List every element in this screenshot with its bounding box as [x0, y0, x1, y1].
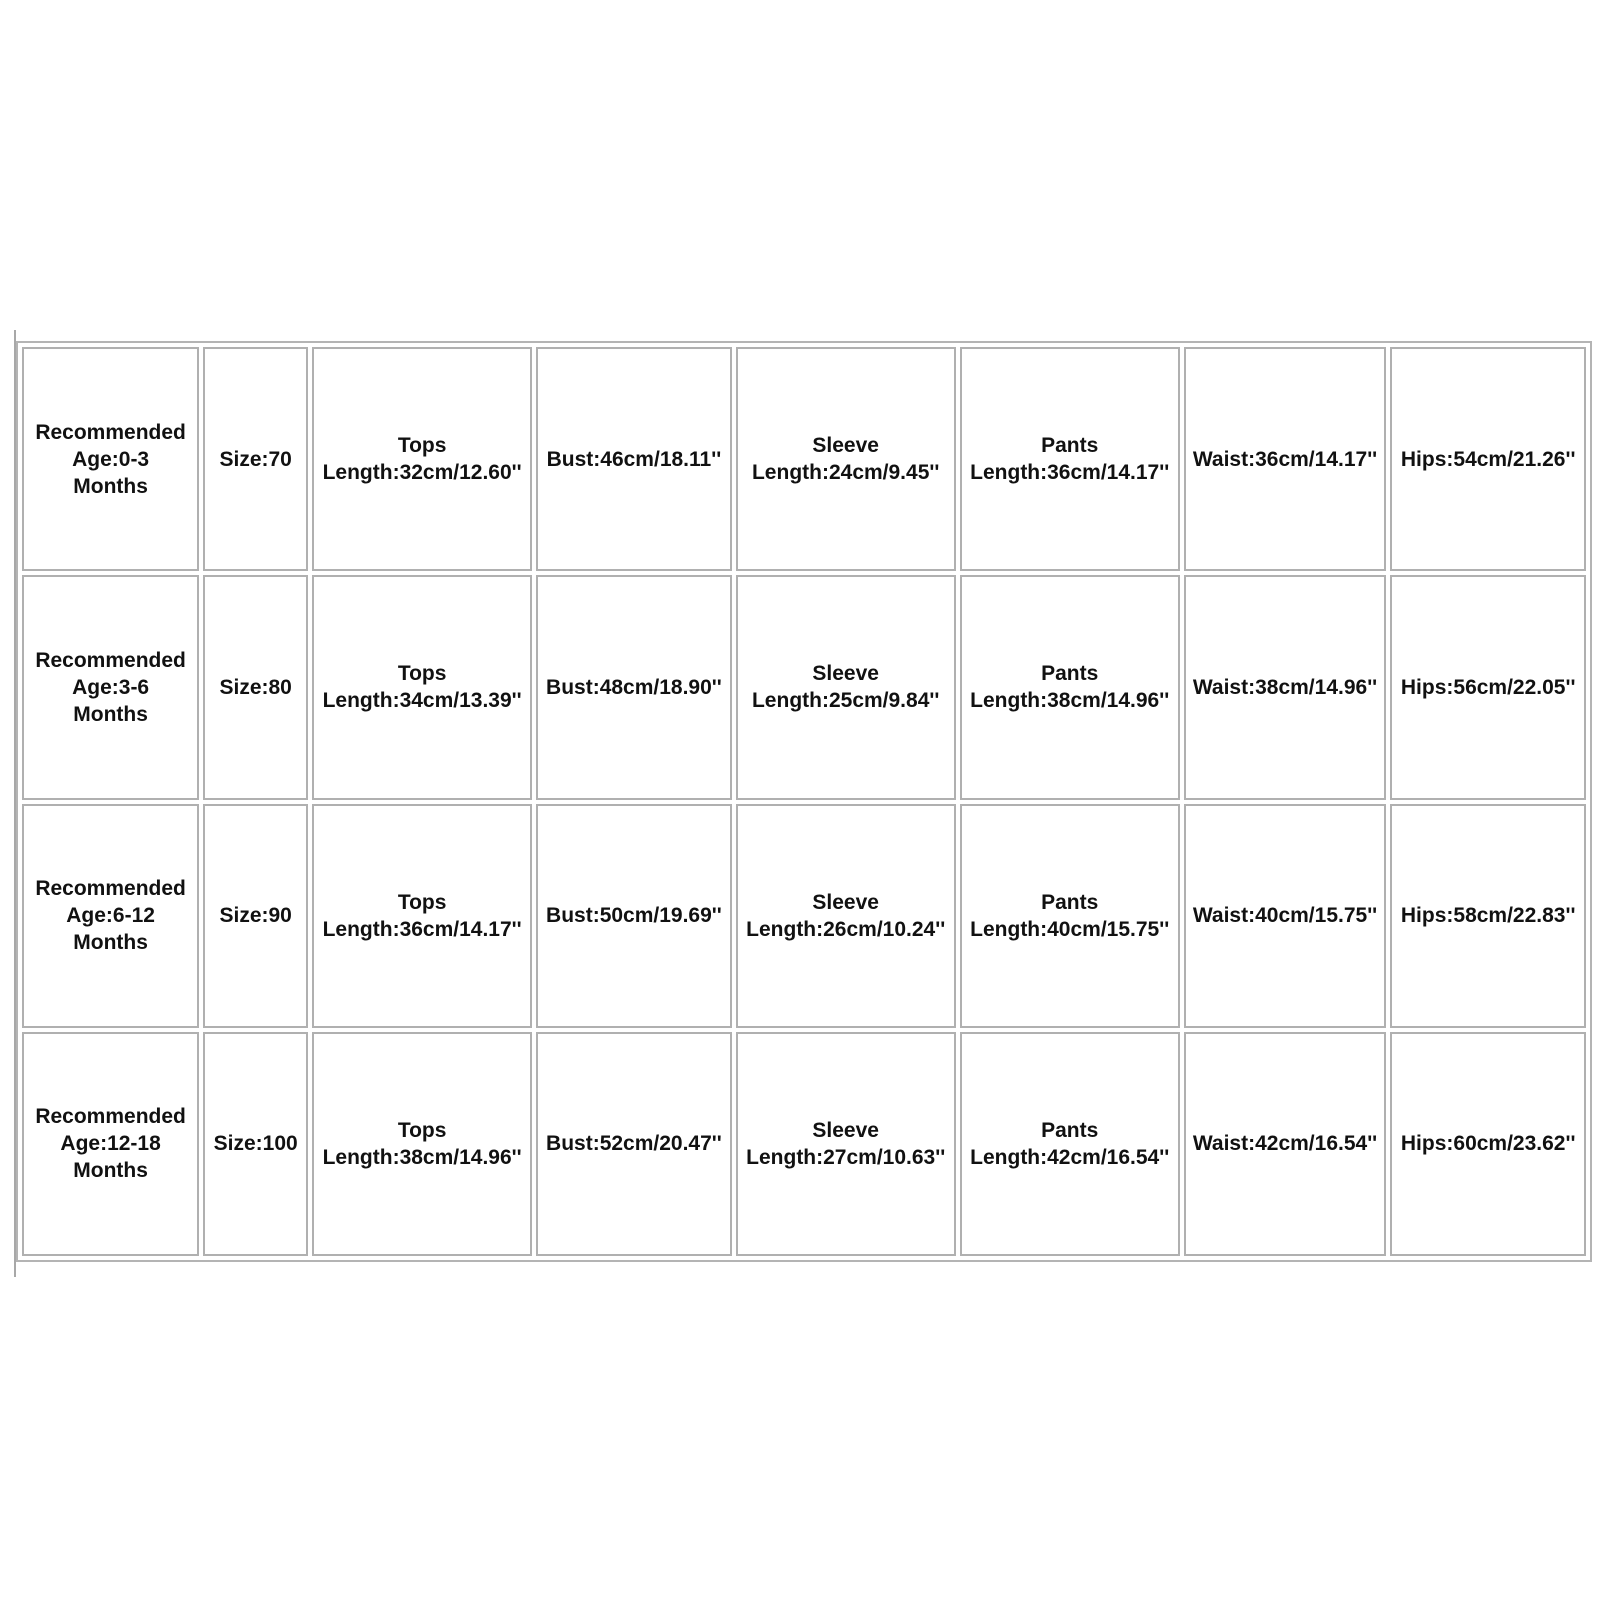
sleeve-length-line: Sleeve	[812, 1118, 879, 1142]
tops-length-cell	[312, 575, 532, 799]
pants-length-line: Pants	[1041, 662, 1099, 686]
tops-length-line: Tops	[397, 1118, 447, 1142]
bust-cell: Bust:46cm/18.11''	[536, 347, 732, 571]
pants-length-line: Length:42cm/16.54''	[970, 1145, 1170, 1169]
size-chart-body	[22, 347, 1586, 1256]
tops-length-cell	[312, 347, 532, 571]
age-cell-line: Months	[73, 702, 148, 726]
pants-length-line: Length:40cm/15.75''	[970, 917, 1170, 941]
age-cell	[22, 804, 199, 1028]
waist-cell: Waist:42cm/16.54''	[1184, 1032, 1387, 1256]
pants-length-cell	[960, 575, 1180, 799]
sleeve-length-line: Length:24cm/9.45''	[751, 461, 940, 485]
size-chart	[16, 341, 1592, 1262]
tops-length-line: Tops	[397, 434, 447, 458]
age-cell-line: Recommended	[35, 877, 186, 901]
hips-cell: Hips:58cm/22.83''	[1390, 804, 1586, 1028]
pants-length-cell	[960, 804, 1180, 1028]
size-cell: Size:100	[203, 1032, 308, 1256]
hips-cell: Hips:56cm/22.05''	[1390, 575, 1586, 799]
tops-length-line: Length:34cm/13.39''	[322, 689, 522, 713]
waist-cell: Waist:38cm/14.96''	[1184, 575, 1387, 799]
tops-length-line: Length:32cm/12.60''	[322, 461, 522, 485]
age-cell-line: Recommended	[35, 648, 186, 672]
pants-length-line: Pants	[1041, 890, 1099, 914]
sleeve-length-cell	[736, 1032, 956, 1256]
pants-length-cell	[960, 347, 1180, 571]
tops-length-line: Tops	[397, 890, 447, 914]
tops-length-cell	[312, 804, 532, 1028]
bust-cell: Bust:50cm/19.69''	[536, 804, 732, 1028]
age-cell-line: Age:0-3	[72, 447, 150, 471]
sleeve-length-line: Length:25cm/9.84''	[751, 689, 940, 713]
bust-cell: Bust:52cm/20.47''	[536, 1032, 732, 1256]
pants-length-cell	[960, 1032, 1180, 1256]
table-row	[22, 1032, 1586, 1256]
sleeve-length-line: Sleeve	[812, 662, 879, 686]
age-cell-line: Age:3-6	[72, 675, 150, 699]
age-cell-line: Months	[73, 931, 148, 955]
size-cell: Size:70	[203, 347, 308, 571]
size-chart-table	[18, 343, 1590, 1260]
sleeve-length-cell	[736, 575, 956, 799]
age-cell-line: Months	[73, 474, 148, 498]
age-cell	[22, 575, 199, 799]
sleeve-length-cell	[736, 347, 956, 571]
sleeve-length-cell	[736, 804, 956, 1028]
hips-cell: Hips:60cm/23.62''	[1390, 1032, 1586, 1256]
tops-length-line: Tops	[397, 662, 447, 686]
tops-length-line: Length:38cm/14.96''	[322, 1145, 522, 1169]
waist-cell: Waist:40cm/15.75''	[1184, 804, 1387, 1028]
pants-length-line: Length:38cm/14.96''	[970, 689, 1170, 713]
tops-length-line: Length:36cm/14.17''	[322, 917, 522, 941]
age-cell-line: Recommended	[35, 420, 186, 444]
sleeve-length-line: Sleeve	[812, 890, 879, 914]
age-cell-line: Months	[73, 1159, 148, 1183]
hips-cell: Hips:54cm/21.26''	[1390, 347, 1586, 571]
table-row	[22, 347, 1586, 571]
size-cell: Size:90	[203, 804, 308, 1028]
waist-cell: Waist:36cm/14.17''	[1184, 347, 1387, 571]
age-cell	[22, 1032, 199, 1256]
table-row	[22, 575, 1586, 799]
size-cell: Size:80	[203, 575, 308, 799]
age-cell	[22, 347, 199, 571]
sleeve-length-line: Length:27cm/10.63''	[746, 1145, 946, 1169]
age-cell-line: Recommended	[35, 1105, 186, 1129]
pants-length-line: Pants	[1041, 434, 1099, 458]
pants-length-line: Pants	[1041, 1118, 1099, 1142]
sleeve-length-line: Sleeve	[812, 434, 879, 458]
table-row	[22, 804, 1586, 1028]
sleeve-length-line: Length:26cm/10.24''	[746, 917, 946, 941]
age-cell-line: Age:12-18	[60, 1132, 161, 1156]
bust-cell: Bust:48cm/18.90''	[536, 575, 732, 799]
pants-length-line: Length:36cm/14.17''	[970, 461, 1170, 485]
age-cell-line: Age:6-12	[66, 904, 155, 928]
tops-length-cell	[312, 1032, 532, 1256]
